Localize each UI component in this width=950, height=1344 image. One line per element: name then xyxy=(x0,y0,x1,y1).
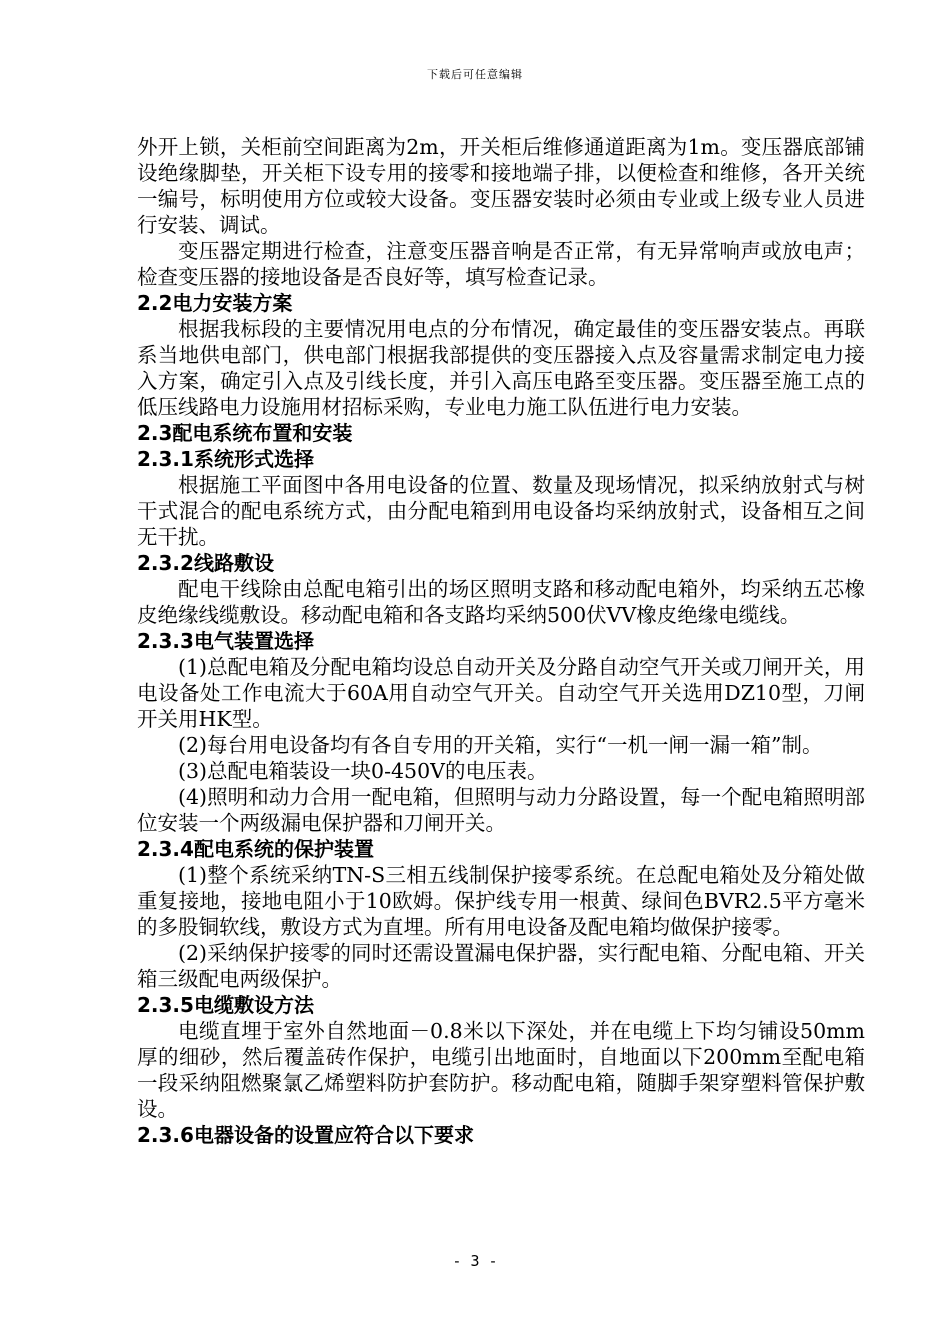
section-heading: 2.2电力安装方案 xyxy=(137,291,293,315)
paragraph: (4)照明和动力合用一配电箱，但照明与动力分路设置，每一个配电箱照明部位安装一个两级漏电保护器和刀闸开关。 xyxy=(137,785,865,835)
section-heading: 2.3.6电器设备的设置应符合以下要求 xyxy=(137,1123,474,1147)
paragraph: (1)总配电箱及分配电箱均设总自动开关及分路自动空气开关或刀闸开关，用电设备处工作电流大于60A用自动空气开关。自动空气开关选用DZ10型，刀闸开关用HK型。 xyxy=(137,655,865,731)
paragraph: (2)每台用电设备均有各自专用的开关箱，实行“一机一闸一漏一箱”制。 xyxy=(178,733,823,757)
page-number: - 3 - xyxy=(452,1252,498,1270)
paragraph: (1)整个系统采纳TN-S三相五线制保护接零系统。在总配电箱处及分箱处做重复接地，接地电阻小于10欧姆。保护线专用一根黄、绿间色BVR2.5平方毫米的多股铜软线，敷设方式为直埋。所有用电设备及配电箱均做保护接零。 xyxy=(137,863,865,939)
paragraph: 配电干线除由总配电箱引出的场区照明支路和移动配电箱外，均采纳五芯橡皮绝缘线缆敷设。移动配电箱和各支路均采纳500伏VV橡皮绝缘电缆线。 xyxy=(137,577,865,627)
section-heading: 2.3.5电缆敷设方法 xyxy=(137,993,314,1017)
paragraph: 根据我标段的主要情况用电点的分布情况，确定最佳的变压器安装点。再联系当地供电部门，供电部门根据我部提供的变压器接入点及容量需求制定电力接入方案，确定引入点及引线长度，并引入高压电路至变压器。变压器至施工点的低压线路电力设施用材招标采购，专业电力施工队伍进行电力安装。 xyxy=(137,317,865,419)
paragraph: (2)采纳保护接零的同时还需设置漏电保护器，实行配电箱、分配电箱、开关箱三级配电两级保护。 xyxy=(137,941,865,991)
section-heading: 2.3.1系统形式选择 xyxy=(137,447,314,471)
section-heading: 2.3配电系统布置和安装 xyxy=(137,421,353,445)
paragraph: 变压器定期进行检查，注意变压器音响是否正常，有无异常响声或放电声；检查变压器的接地设备是否良好等，填写检查记录。 xyxy=(137,239,865,289)
document-body xyxy=(137,134,865,1148)
paragraph: 电缆直埋于室外自然地面－0.8米以下深处，并在电缆上下均匀铺设50mm厚的细砂，然后覆盖砖作保护，电缆引出地面时，自地面以下200mm至配电箱一段采纳阻燃聚氯乙烯塑料防护套防护。移动配电箱，随脚手架穿塑料管保护敷设。 xyxy=(137,1019,865,1121)
section-heading: 2.3.4配电系统的保护装置 xyxy=(137,837,374,861)
section-heading: 2.3.2线路敷设 xyxy=(137,551,274,575)
page-header: 下载后可任意编辑 xyxy=(427,68,523,81)
paragraph: 根据施工平面图中各用电设备的位置、数量及现场情况，拟采纳放射式与树干式混合的配电系统方式，由分配电箱到用电设备均采纳放射式，设备相互之间无干扰。 xyxy=(137,473,865,549)
paragraph: (3)总配电箱装设一块0-450V的电压表。 xyxy=(178,759,548,783)
paragraph: 外开上锁，关柜前空间距离为2m，开关柜后维修通道距离为1m。变压器底部铺设绝缘脚垫，开关柜下设专用的接零和接地端子排，以便检查和维修，各开关统一编号，标明使用方位或较大设备。变压器安装时必须由专业或上级专业人员进行安装、调试。 xyxy=(137,135,865,237)
section-heading: 2.3.3电气装置选择 xyxy=(137,629,314,653)
